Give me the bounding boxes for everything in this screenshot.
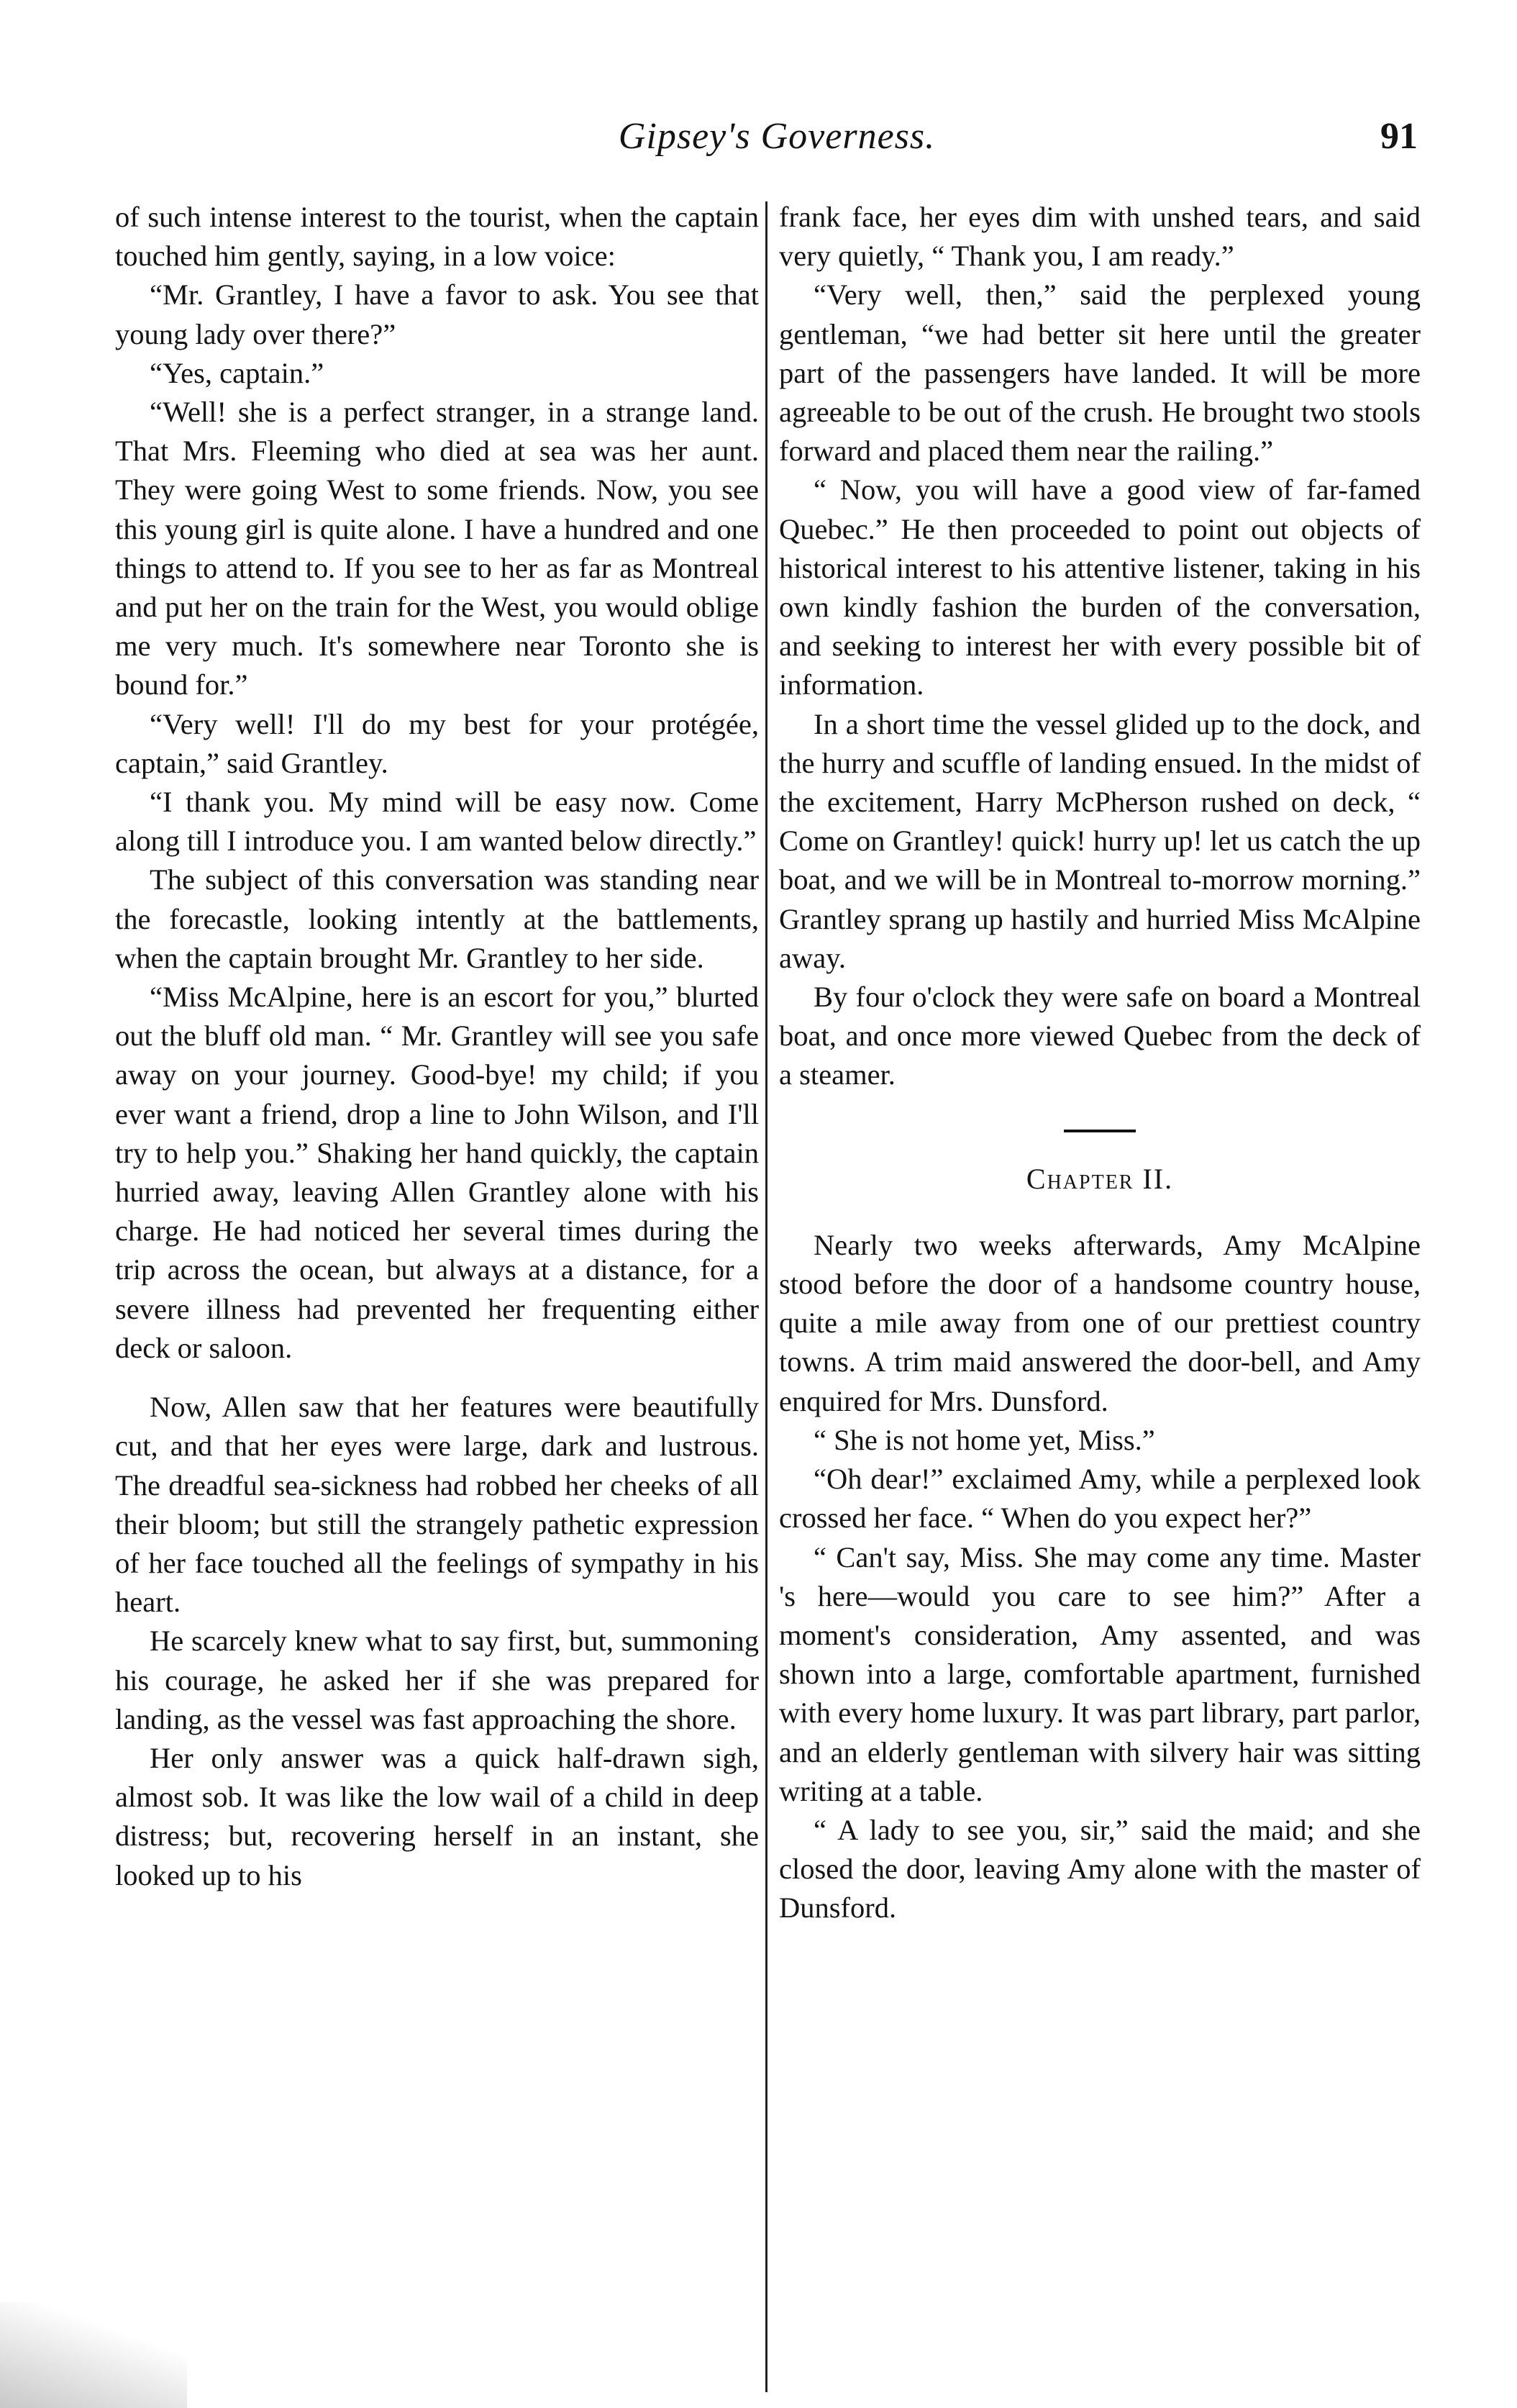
paragraph: “Yes, captain.”	[150, 356, 324, 389]
paragraph: “ A lady to see you, sir,” said the maid; and she closed the door, leaving Amy alone with the master of Dunsford.	[779, 1813, 1421, 1925]
paragraph: “Oh dear!” exclaimed Amy, while a perplexed look crossed her face. “ When do you expect her?”	[779, 1463, 1421, 1535]
paragraph: Her only answer was a quick half-drawn sigh, almost sob. It was like the low wail of a child in deep distress; but, recovering herself in an instant, she looked up to his	[115, 1741, 759, 1891]
page-number: 91	[1380, 116, 1418, 157]
left-column	[115, 198, 759, 1895]
paragraph: By four o'clock they were safe on board a Montreal boat, and once more viewed Quebec from the deck of a steamer.	[779, 981, 1421, 1091]
running-title: Gipsey's Governess.	[618, 116, 936, 157]
paragraph: “ She is not home yet, Miss.”	[814, 1423, 1155, 1456]
paragraph: “I thank you. My mind will be easy now. Come along till I introduce you. I am wanted below directly.”	[115, 786, 759, 858]
paragraph: frank face, her eyes dim with unshed tears, and said very quietly, “ Thank you, I am ready.”	[779, 201, 1421, 273]
paragraph: “Mr. Grantley, I have a favor to ask. You see that young lady over there?”	[115, 278, 759, 350]
column-rule	[765, 201, 767, 2392]
paragraph: “Very well, then,” said the perplexed young gentleman, “we had better sit here until the greater part of the passengers have landed. It will be more agreeable to be out of the crush. He brought two stools forward and placed them near the railing.”	[779, 278, 1421, 468]
scan-shadow	[0, 2302, 187, 2408]
paragraph: Now, Allen saw that her features were beautifully cut, and that her eyes were large, dark and lustrous. The dreadful sea-sickness had robbed her cheeks of all their bloom; but still the strangely pathetic expression of her face touched all the feelings of sympathy in his heart.	[115, 1391, 759, 1619]
paragraph: “Miss McAlpine, here is an escort for you,” blurted out the bluff old man. “ Mr. Grantley will see you safe away on your journey. Good-bye! my child; if you ever want a friend, drop a line to John Wilson, and I'll try to help you.” Shaking her hand quickly, the captain hurried away, leaving Allen Grantley alone with his charge. He had noticed her several times during the trip across the ocean, but always at a distance, for a severe illness had prevented her frequenting either deck or saloon.	[115, 981, 759, 1364]
chapter-heading: Chapter II.	[1026, 1162, 1174, 1195]
paragraph: “ Now, you will have a good view of far-famed Quebec.” He then proceeded to point out objects of historical interest to his attentive listener, taking in his own kindly fashion the burden of the conversation, and seeking to interest her with every possible bit of information.	[779, 473, 1421, 701]
paragraph: “Well! she is a perfect stranger, in a strange land. That Mrs. Fleeming who died at sea was her aunt. They were going West to some friends. Now, you see this young girl is quite alone. I have a hundred and one things to attend to. If you see to her as far as Montreal and put her on the train for the West, you would oblige me very much. It's somewhere near Toronto she is bound for.”	[115, 396, 759, 701]
page-header	[0, 115, 1517, 180]
paragraph: of such intense interest to the tourist, when the captain touched him gently, saying, in a low voice:	[115, 201, 759, 273]
paragraph: “Very well! I'll do my best for your protégée, captain,” said Grantley.	[115, 707, 759, 779]
paragraph: He scarcely knew what to say first, but, summoning his courage, he asked her if she was prepared for landing, as the vessel was fast approaching the shore.	[115, 1625, 759, 1735]
paragraph: In a short time the vessel glided up to the dock, and the hurry and scuffle of landing ensued. In the midst of the excitement, Harry McPherson rushed on deck, “ Come on Grantley! quick! hurry up! let us catch the up boat, and we will be in Montreal to-morrow morning.” Grantley sprang up hastily and hurried Miss McAlpine away.	[779, 707, 1421, 974]
section-separator	[1064, 1130, 1136, 1132]
paragraph: “ Can't say, Miss. She may come any time. Master 's here—would you care to see him?” After a moment's consideration, Amy assented, and was shown into a large, comfortable apartment, furnished with every home luxury. It was part library, part parlor, and an elderly gentleman with silvery hair was sitting writing at a table.	[779, 1540, 1421, 1807]
right-column	[779, 198, 1421, 1928]
paragraph: Nearly two weeks afterwards, Amy McAlpine stood before the door of a handsome country house, quite a mile away from one of our prettiest country towns. A trim maid answered the door-bell, and Amy enquired for Mrs. Dunsford.	[779, 1228, 1421, 1417]
paragraph: The subject of this conversation was standing near the forecastle, looking intently at the battlements, when the captain brought Mr. Grantley to her side.	[115, 863, 759, 974]
